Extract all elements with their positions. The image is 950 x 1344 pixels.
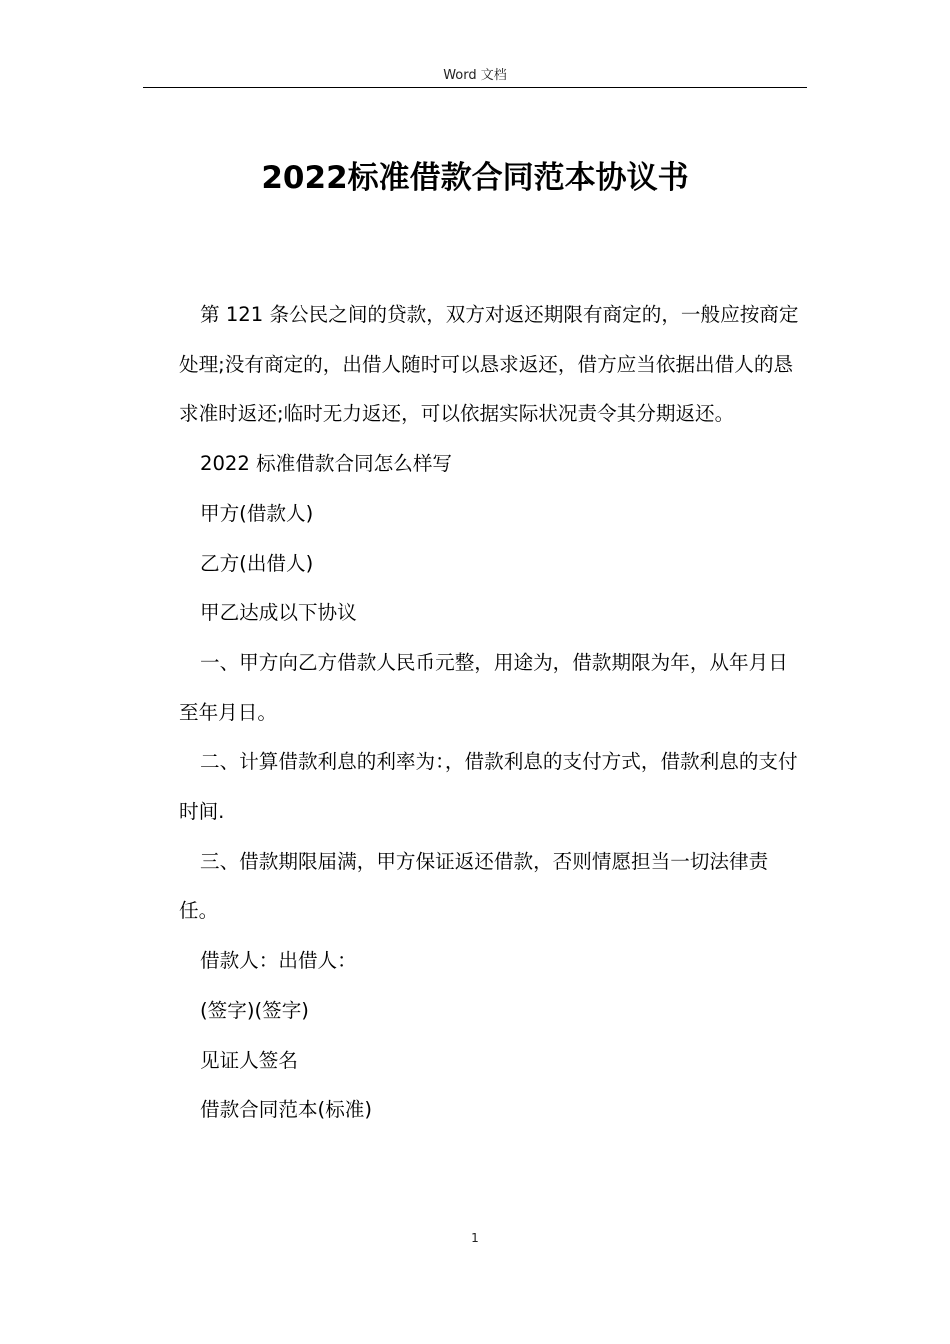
paragraph-5: 甲乙达成以下协议 [200,601,357,625]
paragraph-4: 乙方(出借人) [200,551,314,575]
paragraph-2: 2022 标准借款合同怎么样写 [200,452,453,476]
page-number: 1 [471,1231,479,1245]
paragraph-9: 借款人：出借人： [200,949,357,973]
paragraph-7: 二、计算借款利息的利率为：，借款利息的支付方式，借款利息的支付时间. [179,750,798,824]
document-body [179,290,807,1135]
document-title: 2022标准借款合同范本协议书 [261,160,689,196]
paragraph-3: 甲方(借款人) [200,501,314,525]
paragraph-12: 借款合同范本(标准) [200,1098,373,1122]
header-divider [143,87,807,88]
paragraph-11: 见证人签名 [200,1048,298,1072]
paragraph-6: 一、甲方向乙方借款人民币元整，用途为，借款期限为年，从年月日至年月日。 [179,650,788,724]
page-header: Word 文档 [443,68,507,83]
paragraph-1: 第 121 条公民之间的贷款，双方对返还期限有商定的，一般应按商定处理;没有商定的，出借人随时可以恳求返还，借方应当依据出借人的恳求准时返还;临时无力返还，可以依据实际状况责令其分期返还。 [179,303,799,426]
paragraph-8: 三、借款期限届满，甲方保证返还借款，否则情愿担当一切法律责任。 [179,849,769,923]
paragraph-10: (签字)(签字) [200,998,309,1022]
